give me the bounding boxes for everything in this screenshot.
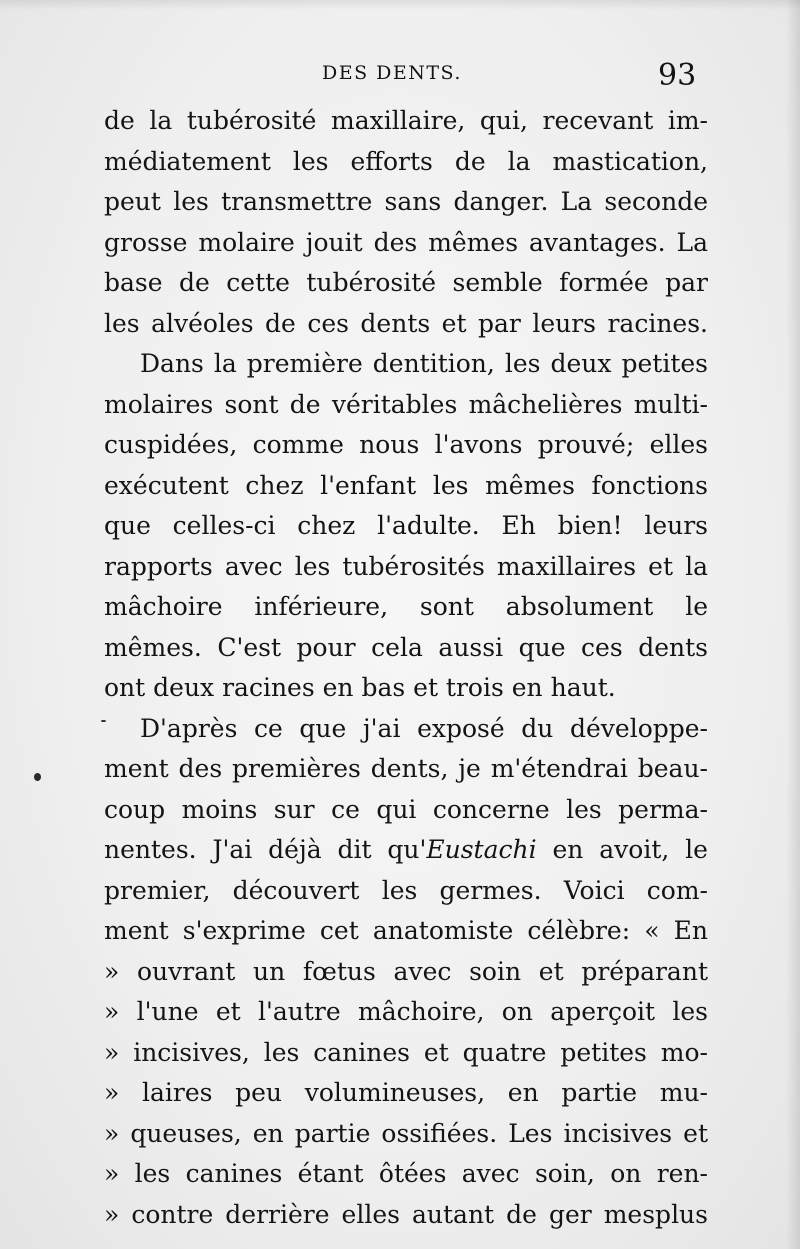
text-line: ment des premières dents, je m'étendrai beau- xyxy=(104,754,708,783)
text-line: ment s'exprime cet anatomiste célèbre: « En xyxy=(104,916,708,945)
quote-line: » laires peu volumineuses, en partie mu- xyxy=(104,1078,708,1107)
text-line: coup moins sur ce qui concerne les perma- xyxy=(104,794,708,824)
paragraph-first-line: Dans la première dentition, les deux petites xyxy=(140,349,708,378)
page-number: 93 xyxy=(658,58,697,93)
quote-line: » ouvrant un fœtus avec soin et préparant xyxy=(104,956,708,986)
running-head: DES DENTS. xyxy=(322,62,462,84)
text-line: ont deux racines en bas et trois en haut. xyxy=(104,673,616,702)
italic-name: Eustachi xyxy=(426,835,537,864)
text-line: mâchoire inférieure, sont absolument le xyxy=(104,592,708,621)
text-line: de la tubérosité maxillaire, qui, recevant im- xyxy=(104,106,708,135)
text-line: grosse molaire jouit des mêmes avantages. La xyxy=(104,227,708,257)
text-line: exécutent chez l'enfant les mêmes fonctions xyxy=(104,470,708,500)
quote-line: » incisives, les canines et quatre petites mo- xyxy=(104,1037,708,1067)
text-line: peut les transmettre sans danger. La seconde xyxy=(104,187,708,216)
paragraph-first-line: D'après ce que j'ai exposé du développe- xyxy=(140,713,708,743)
text-line: que celles-ci chez l'adulte. Eh bien! leurs xyxy=(104,511,708,540)
text-line: les alvéoles de ces dents et par leurs racines. xyxy=(104,308,708,338)
text-line: base de cette tubérosité semble formée par xyxy=(104,268,708,297)
text-line: premier, découvert les germes. Voici com- xyxy=(104,875,708,905)
ink-spot xyxy=(34,773,41,781)
text-line: médiatement les efforts de la mastication, xyxy=(104,146,708,176)
body-text xyxy=(104,101,708,1235)
page-header xyxy=(0,58,800,98)
ink-spot xyxy=(101,720,106,722)
text-line: molaires sont de véritables mâchelières multi- xyxy=(104,389,708,419)
page-top-shadow xyxy=(0,0,800,10)
text-line: cuspidées, comme nous l'avons prouvé; elles xyxy=(104,430,708,459)
text-line: mêmes. C'est pour cela aussi que ces dents xyxy=(104,632,708,662)
quote-line: » contre derrière elles autant de ger mesplus xyxy=(104,1199,708,1229)
quote-line: » les canines étant ôtées avec soin, on ren- xyxy=(104,1159,708,1188)
quote-line: » queuses, en partie ossifiées. Les incisives et xyxy=(104,1118,708,1148)
quote-line: » l'une et l'autre mâchoire, on aperçoit les xyxy=(104,997,708,1026)
text-line: nentes. J'ai déjà dit qu'Eustachi en avoit, le xyxy=(104,835,708,864)
page-edge-shadow xyxy=(786,0,800,1249)
text-line: rapports avec les tubérosités maxillaires et la xyxy=(104,551,708,581)
